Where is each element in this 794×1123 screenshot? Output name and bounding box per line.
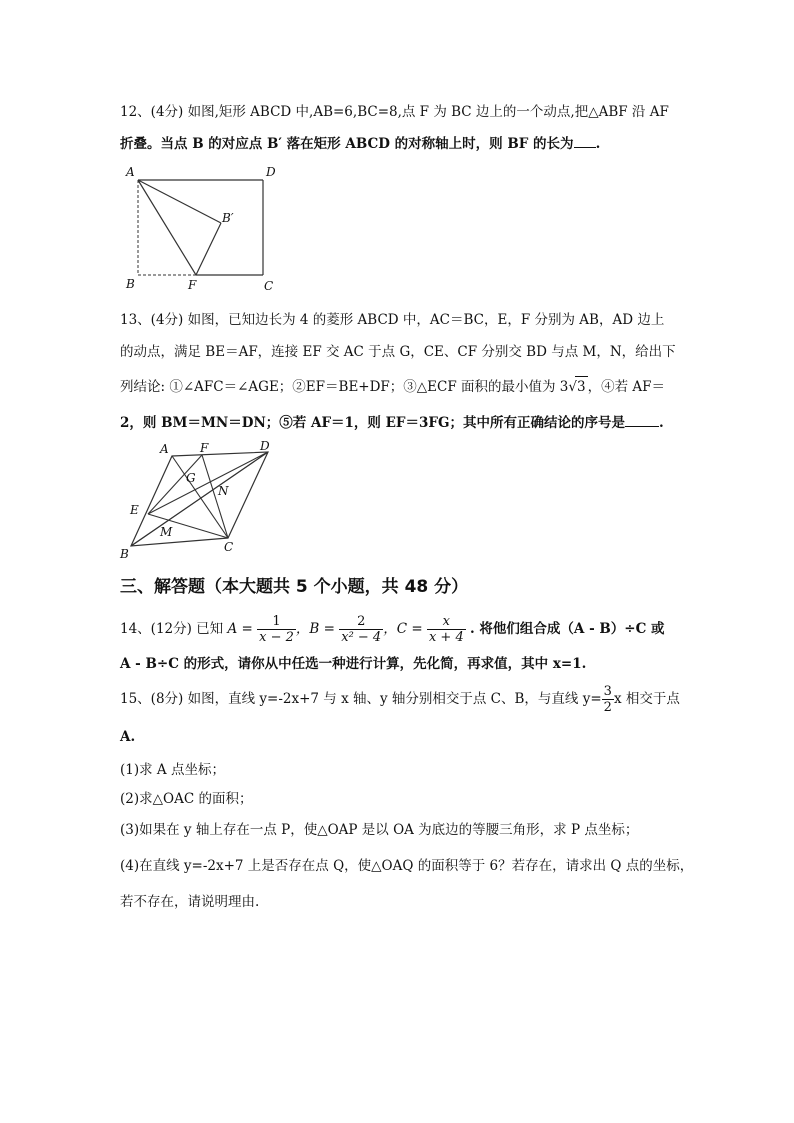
q12-label-B: B (126, 277, 135, 291)
q12-label-Bprime: B′ (222, 211, 234, 225)
q12-line1: 12、(4分) 如图,矩形 ABCD 中,AB=6,BC=8,点 F 为 BC 边上的一个动点,把△ABF 沿 AF (120, 104, 669, 120)
q13-line3-b: ，④若 AF＝ (587, 379, 666, 395)
q13-label-F: F (200, 441, 209, 455)
q15-line1 (120, 684, 680, 715)
q13-label-N: N (218, 484, 229, 498)
q14-C-fraction (427, 614, 466, 645)
q14-line1 (120, 614, 665, 645)
q15-fraction (602, 684, 614, 715)
q15-part4: (4)在直线 y=-2x+7 上是否存在点 Q，使△OAQ 的面积等于 6？若存在，请求出 Q 点的坐标， (120, 858, 694, 874)
q14-C-den: x + 4 (428, 630, 464, 645)
q14-A-num: 1 (257, 614, 296, 630)
q12-label-C: C (264, 279, 274, 293)
q15-part1: (1)求 A 点坐标； (120, 762, 225, 778)
q13-line4 (120, 413, 664, 433)
q13-rhombus-figure (116, 438, 286, 560)
q12-label-A: A (126, 165, 135, 179)
q13-label-B: B (120, 547, 129, 560)
q14-B-den: x² − 4 (341, 630, 382, 645)
q12-line2-end: . (595, 136, 601, 152)
section-3-heading: 三、解答题（本大题共 5 个小题，共 48 分） (120, 577, 469, 597)
q12-line2-text: 折叠。当点 B 的对应点 B′ 落在矩形 ABCD 的对称轴上时，则 BF 的长为 (120, 136, 574, 152)
q13-label-G: G (186, 471, 196, 485)
q14-A-eq: A = (227, 621, 253, 637)
sqrt-symbol: √ (568, 379, 578, 395)
q13-line4-end: . (659, 415, 664, 431)
q14-suffix: . 将他们组合成（A - B）÷C 或 (470, 621, 665, 637)
q15-part5: 若不存在，请说明理由. (120, 894, 260, 910)
q14-line2: A - B÷C 的形式，请你从中任选一种进行计算，先化简，再求值，其中 x=1. (120, 656, 587, 672)
q13-label-M: M (160, 525, 173, 539)
q15-line1-a: 15、(8分) 如图，直线 y=-2x+7 与 x 轴、y 轴分别相交于点 C、B，与直线 y= (120, 691, 602, 707)
q13-line2: 的动点，满足 BE＝AF，连接 EF 交 AC 于点 G，CE、CF 分别交 BD 与点 M，N，给出下 (120, 344, 676, 360)
q14-B-num: 2 (339, 614, 383, 630)
q14-C-num: x (427, 614, 466, 630)
q12-rectangle-figure (118, 160, 288, 295)
q14-B-eq: ，B = (295, 621, 335, 637)
q14-A-fraction (257, 614, 296, 645)
q14-A-den: x − 2 (259, 630, 294, 645)
q15-line2: A. (120, 729, 136, 745)
q13-label-D: D (260, 439, 270, 453)
q13-answer-blank (625, 426, 659, 427)
q12-label-F: F (188, 278, 197, 292)
q13-line3-a: 列结论: ①∠AFC＝∠AGE；②EF＝BE+DF；③△ECF 面积的最小值为 3 (120, 379, 569, 395)
q15-line1-b: x 相交于点 (613, 691, 680, 707)
q14-B-fraction (339, 614, 383, 645)
q14-C-eq: ，C = (383, 621, 423, 637)
q15-part2: (2)求△OAC 的面积； (120, 791, 253, 807)
q13-label-A: A (160, 442, 169, 456)
q12-label-D: D (266, 165, 276, 179)
q13-line4-text: 2，则 BM＝MN＝DN；⑤若 AF＝1，则 EF＝3FG；其中所有正确结论的序号是 (120, 415, 626, 431)
q13-label-E: E (130, 503, 139, 517)
q13-label-C: C (224, 540, 234, 554)
q14-prefix: 14、(12分) 已知 (120, 621, 228, 637)
q15-frac-den: 2 (603, 700, 612, 715)
q13-line1: 13、(4分) 如图，已知边长为 4 的菱形 ABCD 中，AC＝BC，E，F 分别为 AB，AD 边上 (120, 312, 665, 328)
q13-line3 (120, 376, 665, 397)
q15-frac-num: 3 (603, 684, 612, 699)
q13-sqrt-value: 3 (575, 376, 588, 397)
q12-line2 (120, 134, 600, 154)
q12-answer-blank (574, 147, 596, 148)
q15-part3: (3)如果在 y 轴上存在一点 P，使△OAP 是以 OA 为底边的等腰三角形，求 P 点坐标； (120, 822, 639, 838)
